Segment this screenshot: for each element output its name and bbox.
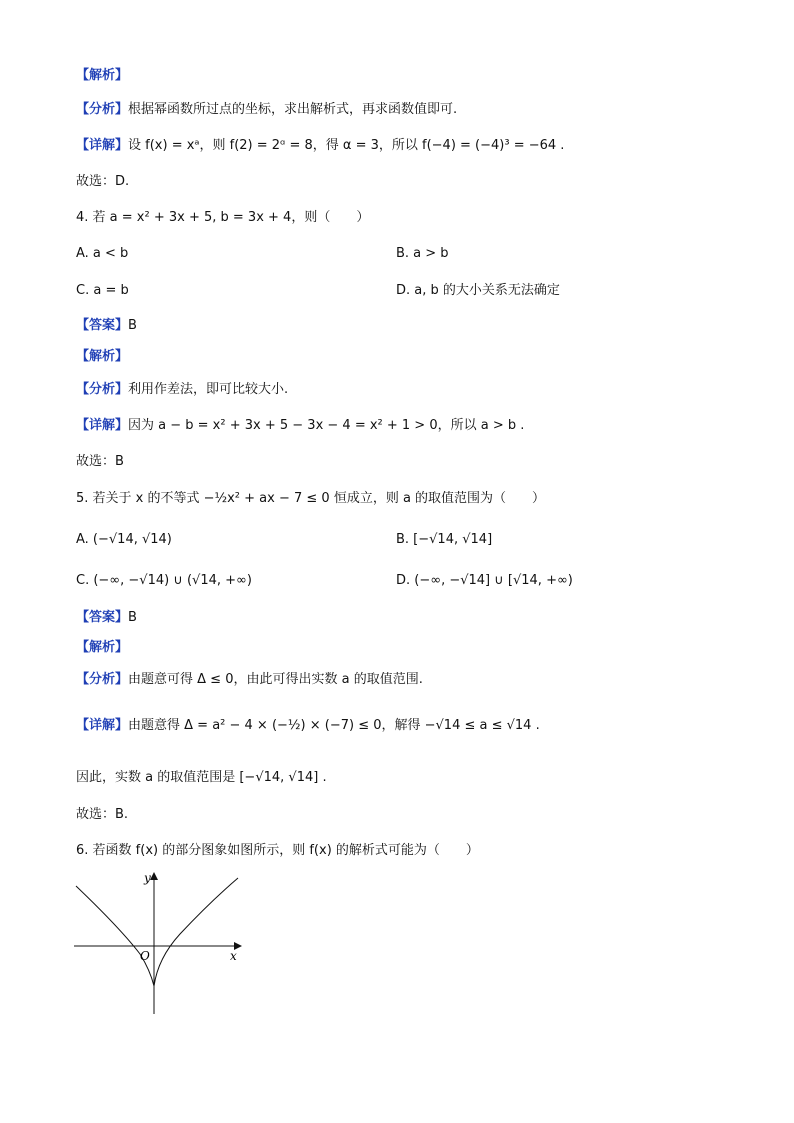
q5-detail: 【详解】由题意得 Δ = a² − 4 × (−½) × (−7) ≤ 0，解得 −√14 ≤ a ≤ √14 .	[76, 718, 540, 733]
q5-therefore: 因此，实数 a 的取值范围是 [−√14, √14] .	[76, 770, 327, 785]
q5-option-a: A. (−√14, √14)	[76, 532, 172, 547]
q4-jiexi-heading: 【解析】	[76, 349, 129, 364]
q5-conclusion: 故选：B.	[76, 807, 129, 822]
q3-analysis: 【分析】根据幂函数所过点的坐标，求出解析式，再求函数值即可.	[76, 102, 458, 117]
q4-option-d: D. a, b 的大小关系无法确定	[396, 283, 560, 298]
jiexi-heading: 【解析】	[76, 68, 129, 83]
q4-option-c: C. a = b	[76, 283, 129, 298]
q5-jiexi-heading: 【解析】	[76, 640, 129, 655]
q3-detail: 【详解】设 f(x) = xᵃ，则 f(2) = 2ᵅ = 8，得 α = 3，所以 f(−4) = (−4)³ = −64 .	[76, 138, 565, 153]
function-graph	[70, 868, 250, 1018]
q5-analysis: 【分析】由题意可得 Δ ≤ 0，由此可得出实数 a 的取值范围.	[76, 672, 423, 687]
q5-option-b: B. [−√14, √14]	[396, 532, 493, 547]
q4-answer: 【答案】B	[76, 318, 137, 333]
curve-left	[76, 886, 154, 986]
q4-stem: 4. 若 a = x² + 3x + 5, b = 3x + 4，则（ ）	[76, 210, 370, 225]
q5-option-c: C. (−∞, −√14) ∪ (√14, +∞)	[76, 573, 252, 588]
q5-answer: 【答案】B	[76, 610, 137, 625]
q3-conclusion: 故选：D.	[76, 174, 130, 189]
curve-right	[154, 878, 238, 986]
q4-conclusion: 故选：B	[76, 454, 124, 469]
q4-option-a: A. a < b	[76, 246, 129, 261]
q4-option-b: B. a > b	[396, 246, 449, 261]
origin-label: O	[140, 949, 150, 963]
q6-stem: 6. 若函数 f(x) 的部分图象如图所示，则 f(x) 的解析式可能为（ ）	[76, 843, 479, 858]
q5-stem: 5. 若关于 x 的不等式 −½x² + ax − 7 ≤ 0 恒成立，则 a 的取值范围为（ ）	[76, 491, 546, 506]
q4-analysis: 【分析】利用作差法，即可比较大小.	[76, 382, 289, 397]
y-label: y	[144, 871, 151, 885]
q5-option-d: D. (−∞, −√14] ∪ [√14, +∞)	[396, 573, 573, 588]
x-label: x	[230, 949, 237, 963]
q4-detail: 【详解】因为 a − b = x² + 3x + 5 − 3x − 4 = x² + 1 > 0，所以 a > b .	[76, 418, 525, 433]
